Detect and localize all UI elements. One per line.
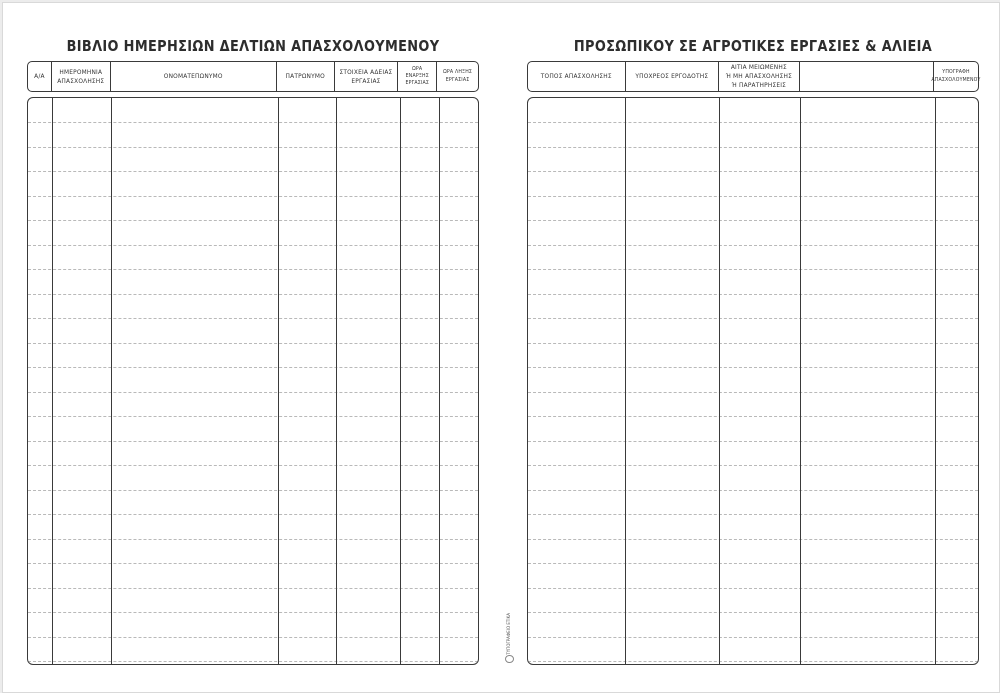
entry-row-rule xyxy=(28,294,478,295)
entry-row-rule xyxy=(528,612,978,613)
left-entry-grid xyxy=(27,97,479,665)
ledger-spread xyxy=(2,2,1000,693)
entry-row-rule xyxy=(28,465,478,466)
entry-row-rule xyxy=(28,490,478,491)
entry-row-rule xyxy=(28,441,478,442)
entry-row-rule xyxy=(28,514,478,515)
column-divider xyxy=(278,98,279,664)
printer-mark-text: ΤΥΠΟΓΡΑΦΕΙΟ ΕΤΙΚΑ xyxy=(506,613,512,655)
entry-row-rule xyxy=(528,637,978,638)
entry-row-rule xyxy=(28,539,478,540)
entry-row-rule xyxy=(28,416,478,417)
column-header-work-permit: ΣΤΟΙΧΕΙΑ ΑΔΕΙΑΣ ΕΡΓΑΣΙΑΣ xyxy=(335,62,399,91)
entry-row-rule xyxy=(528,465,978,466)
column-divider xyxy=(111,98,112,664)
entry-row-rule xyxy=(528,171,978,172)
entry-row-rule xyxy=(528,588,978,589)
column-divider xyxy=(439,98,440,664)
entry-row-rule xyxy=(528,661,978,662)
entry-row-rule xyxy=(28,220,478,221)
column-divider xyxy=(336,98,337,664)
entry-row-rule xyxy=(28,269,478,270)
right-entry-grid xyxy=(527,97,979,665)
column-header-employee-signature: ΥΠΟΓΡΑΦΗ ΑΠΑΣΧΟΛΟΥΜΕΝΟΥ xyxy=(931,69,981,83)
entry-row-rule xyxy=(528,514,978,515)
entry-row-rule xyxy=(28,196,478,197)
entry-row-rule xyxy=(528,490,978,491)
printer-mark xyxy=(501,613,517,665)
column-header-employment-date: ΗΜΕΡΟΜΗΝΙΑ ΑΠΑΣΧΟΛΗΣΗΣ xyxy=(52,62,111,91)
entry-row-rule xyxy=(528,220,978,221)
entry-row-rule xyxy=(528,539,978,540)
column-header-full-name: ΟΝΟΜΑΤΕΠΩΝΥΜΟ xyxy=(111,62,277,91)
left-table-header xyxy=(27,61,479,92)
entry-row-rule xyxy=(528,441,978,442)
column-header-place-of-work: ΤΟΠΟΣ ΑΠΑΣΧΟΛΗΣΗΣ xyxy=(528,62,626,91)
column-header-fathers-name: ΠΑΤΡΩΝΥΜΟ xyxy=(277,62,335,91)
column-header-reduced-work-reason: ΑΙΤΙΑ ΜΕΙΩΜΕΝΗΣ Ή ΜΗ ΑΠΑΣΧΟΛΗΣΗΣ Ή ΠΑΡΑΤΗΡΗΣΕΙΣ xyxy=(719,62,800,91)
entry-row-rule xyxy=(28,392,478,393)
left-page-title: ΒΙΒΛΙΟ ΗΜΕΡΗΣΙΩΝ ΔΕΛΤΙΩΝ ΑΠΑΣΧΟΛΟΥΜΕΝΟΥ xyxy=(66,37,440,55)
entry-row-rule xyxy=(528,367,978,368)
column-divider xyxy=(719,98,720,664)
entry-row-rule xyxy=(528,147,978,148)
entry-row-rule xyxy=(528,269,978,270)
right-table-header xyxy=(527,61,979,92)
entry-row-rule xyxy=(28,343,478,344)
entry-row-rule xyxy=(528,416,978,417)
entry-row-rule xyxy=(528,245,978,246)
entry-row-rule xyxy=(528,294,978,295)
column-divider xyxy=(400,98,401,664)
entry-row-rule xyxy=(28,367,478,368)
entry-row-rule xyxy=(28,318,478,319)
column-header-start-time: ΩΡΑ ΕΝΑΡΞΗΣ ΕΡΓΑΣΙΑΣ xyxy=(398,62,437,91)
entry-row-rule xyxy=(528,122,978,123)
printer-logo-icon xyxy=(505,655,514,663)
entry-row-rule xyxy=(28,563,478,564)
right-page-title: ΠΡΟΣΩΠΙΚΟΥ ΣΕ ΑΓΡΟΤΙΚΕΣ ΕΡΓΑΣΙΕΣ & ΑΛΙΕΙΑ xyxy=(573,37,933,55)
entry-row-rule xyxy=(528,563,978,564)
column-divider xyxy=(800,98,801,664)
entry-row-rule xyxy=(28,245,478,246)
column-header-end-time: ΩΡΑ ΛΗΞΗΣ ΕΡΓΑΣΙΑΣ xyxy=(443,69,473,83)
entry-row-rule xyxy=(28,661,478,662)
entry-row-rule xyxy=(28,147,478,148)
entry-row-rule xyxy=(528,392,978,393)
entry-row-rule xyxy=(528,343,978,344)
column-header-blank xyxy=(800,62,934,91)
column-header-employer: ΥΠΟΧΡΕΟΣ ΕΡΓΟΔΟΤΗΣ xyxy=(626,62,720,91)
entry-row-rule xyxy=(528,318,978,319)
column-header-serial-number: Α/Α xyxy=(28,62,52,91)
entry-row-rule xyxy=(528,196,978,197)
entry-row-rule xyxy=(28,588,478,589)
entry-row-rule xyxy=(28,171,478,172)
entry-row-rule xyxy=(28,612,478,613)
column-divider xyxy=(625,98,626,664)
entry-row-rule xyxy=(28,637,478,638)
column-divider xyxy=(52,98,53,664)
column-divider xyxy=(935,98,936,664)
entry-row-rule xyxy=(28,122,478,123)
